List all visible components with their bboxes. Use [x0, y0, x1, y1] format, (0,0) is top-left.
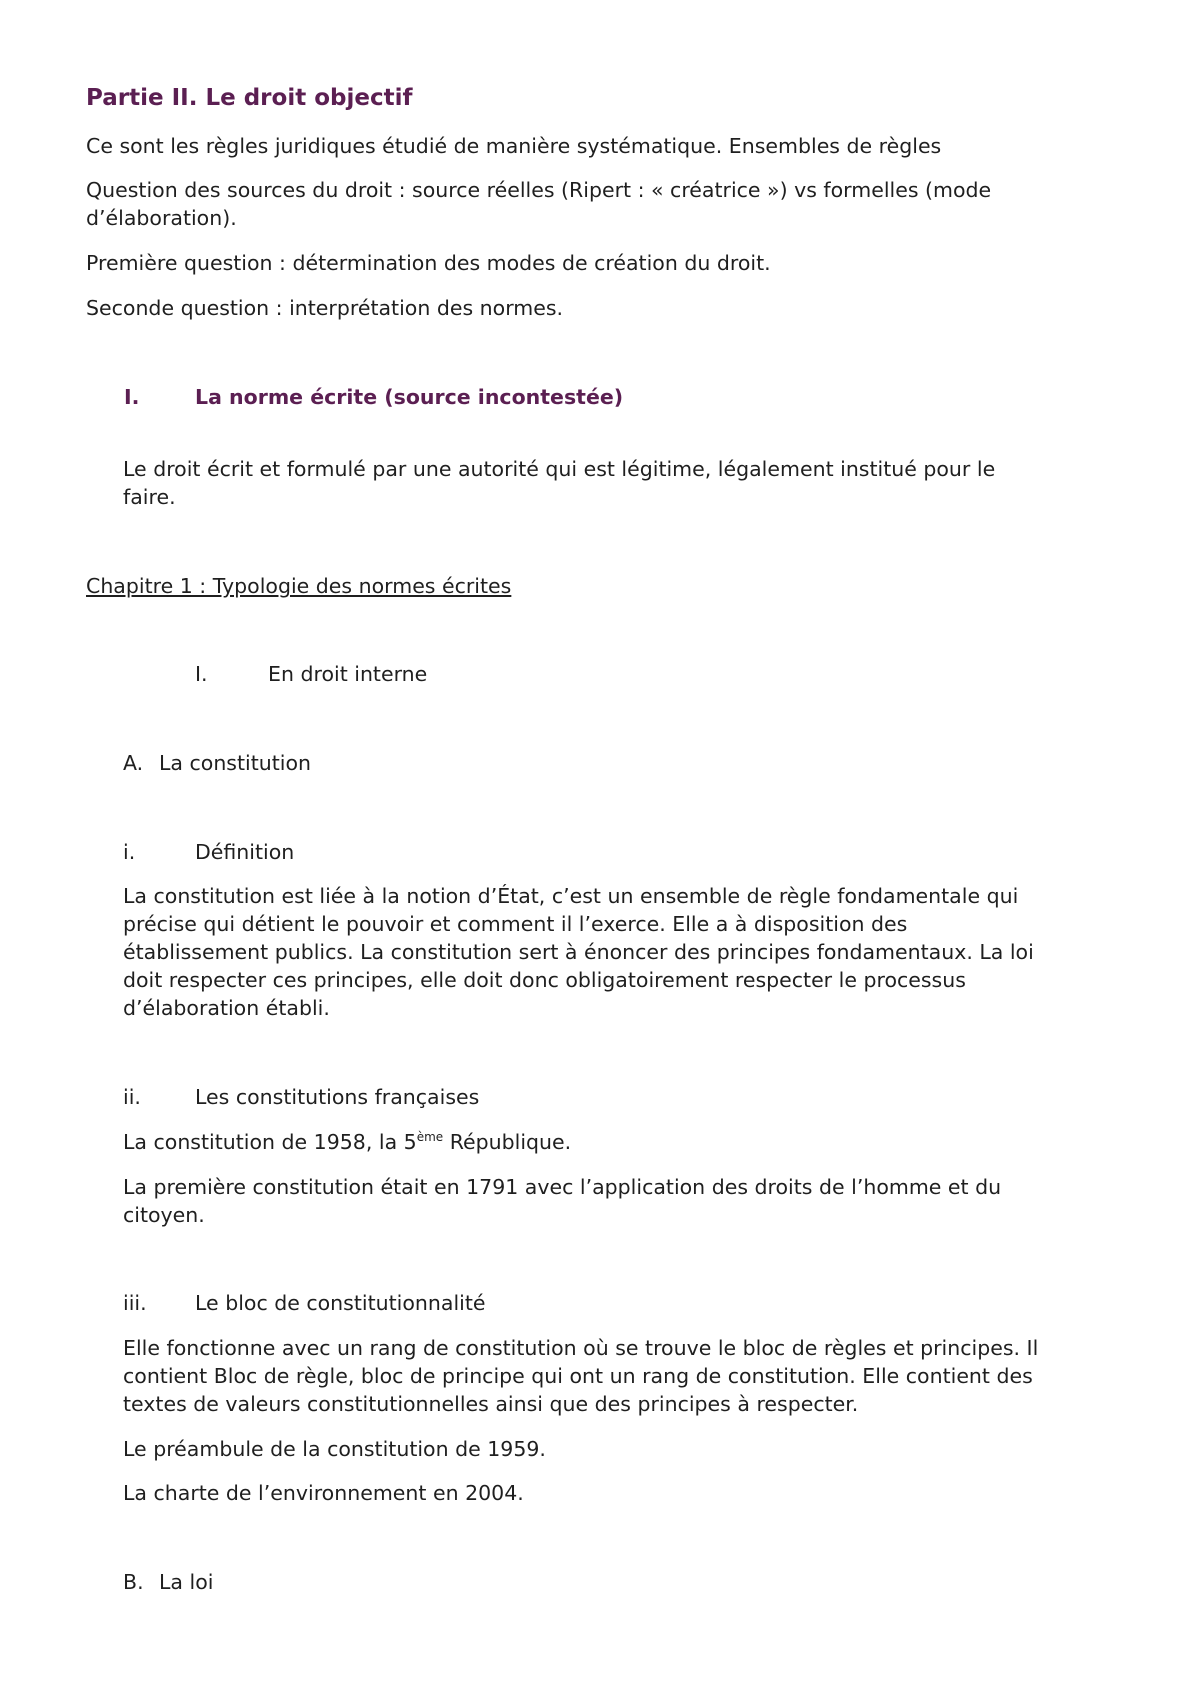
chapter-title: Chapitre 1 : Typologie des normes écrites: [86, 574, 512, 598]
bloc-line-3: textes de valeurs constitutionnelles ainsi que des principes à respecter.: [123, 1392, 859, 1416]
intro-paragraph-4: Seconde question : interprétation des normes.: [86, 296, 564, 320]
definition-line-3: établissement publics. La constitution sert à énoncer des principes fondamentaux. La loi: [123, 940, 1034, 964]
subsection-number: I.: [195, 662, 208, 686]
heading-b-title: La loi: [159, 1570, 214, 1594]
section-text-line-1: Le droit écrit et formulé par une autorité qui est légitime, légalement institué pour le: [123, 457, 996, 481]
heading-ii-number: ii.: [123, 1085, 141, 1109]
constitutions-paragraph-1: [123, 1128, 571, 1156]
bloc-paragraph-2: Le préambule de la constitution de 1959.: [123, 1437, 546, 1461]
heading-ii-title: Les constitutions françaises: [195, 1085, 480, 1109]
heading-a-title: La constitution: [159, 751, 312, 775]
section-text-line-2: faire.: [123, 485, 176, 509]
subsection-title: En droit interne: [268, 662, 428, 686]
heading-i-number: i.: [123, 840, 136, 864]
constitutions-paragraph-2-line-1: La première constitution était en 1791 avec l’application des droits de l’homme et du: [123, 1175, 1002, 1199]
intro-paragraph-1: Ce sont les règles juridiques étudié de manière systématique. Ensembles de règles: [86, 134, 942, 158]
definition-line-1: La constitution est liée à la notion d’État, c’est un ensemble de règle fondamentale qui: [123, 884, 1019, 908]
intro-paragraph-3: Première question : détermination des modes de création du droit.: [86, 251, 771, 275]
bloc-line-1: Elle fonctionne avec un rang de constitution où se trouve le bloc de règles et principes. Il: [123, 1336, 1039, 1360]
heading-iii-number: iii.: [123, 1291, 147, 1315]
bloc-paragraph-3: La charte de l’environnement en 2004.: [123, 1481, 524, 1505]
part-title: Partie II. Le droit objectif: [86, 85, 413, 111]
section-number: I.: [124, 385, 140, 409]
heading-b-number: B.: [123, 1570, 144, 1594]
heading-a-number: A.: [123, 751, 144, 775]
definition-line-2: précise qui détient le pouvoir et comment il l’exerce. Elle a à disposition des: [123, 912, 908, 936]
heading-iii-title: Le bloc de constitutionnalité: [195, 1291, 486, 1315]
definition-line-5: d’élaboration établi.: [123, 996, 330, 1020]
definition-line-4: doit respecter ces principes, elle doit donc obligatoirement respecter le processus: [123, 968, 966, 992]
intro-paragraph-2-line-1: Question des sources du droit : source réelles (Ripert : « créatrice ») vs formelles (mode: [86, 178, 992, 202]
constitutions-p1-text-end: République.: [443, 1130, 572, 1154]
intro-paragraph-2-line-2: d’élaboration).: [86, 206, 237, 230]
bloc-line-2: contient Bloc de règle, bloc de principe qui ont un rang de constitution. Elle contient des: [123, 1364, 1033, 1388]
heading-i-title: Définition: [195, 840, 295, 864]
constitutions-paragraph-2-line-2: citoyen.: [123, 1203, 205, 1227]
section-title: La norme écrite (source incontestée): [195, 385, 624, 409]
constitutions-p1-text: La constitution de 1958, la 5: [123, 1130, 417, 1154]
ordinal-superscript: ème: [416, 1130, 444, 1145]
